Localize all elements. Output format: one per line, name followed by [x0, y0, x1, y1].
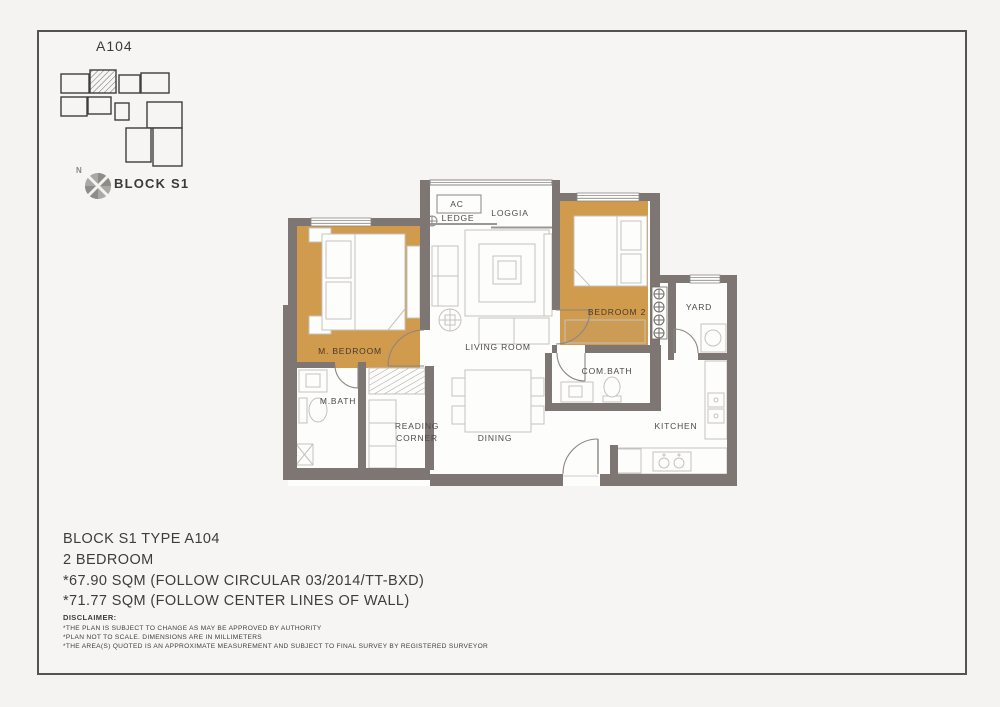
disclaimer-line-3: *THE AREA(S) QUOTED IS AN APPROXIMATE MEASUREMENT AND SUBJECT TO FINAL SURVEY BY REGISTERED SURVEYOR: [63, 642, 489, 650]
label-yard: YARD: [685, 302, 713, 312]
label-reading-2: CORNER: [396, 433, 438, 443]
info-area-2: *71.77 SQM (FOLLOW CENTER LINES OF WALL): [63, 593, 410, 610]
disclaimer-line-2: *PLAN NOT TO SCALE. DIMENSIONS ARE IN MILLIMETERS: [63, 633, 263, 641]
highlighted-unit-a104: [90, 70, 116, 93]
reading-bench: [369, 400, 396, 468]
label-bedroom2: BEDROOM 2: [587, 307, 647, 317]
label-loggia: LOGGIA: [491, 208, 529, 218]
label-kitchen: KITCHEN: [654, 421, 698, 431]
label-living-room: LIVING ROOM: [465, 342, 531, 352]
label-ledge: LEDGE: [441, 213, 475, 223]
label-com-bath: COM.BATH: [581, 366, 633, 376]
compass-icon: [82, 170, 114, 202]
floor-plan: [265, 168, 745, 498]
block-outline: [61, 70, 182, 166]
label-dining: DINING: [477, 433, 513, 443]
disclaimer-title: DISCLAIMER:: [63, 613, 117, 622]
bedroom2-wardrobe: [565, 320, 645, 343]
info-subtitle: 2 BEDROOM: [63, 551, 154, 568]
pipe-shaft: [652, 287, 667, 339]
m-bedroom-wardrobe: [369, 368, 425, 394]
label-ac: AC: [450, 199, 464, 209]
info-area-1: *67.90 SQM (FOLLOW CIRCULAR 03/2014/TT-BXD): [63, 572, 425, 589]
unit-info: [63, 529, 424, 612]
keyplan-unit-label: A104: [96, 38, 133, 54]
info-title: BLOCK S1 TYPE A104: [63, 531, 220, 547]
dining-set: [452, 370, 544, 432]
label-reading-1: READING: [394, 421, 440, 431]
yard-washer: [701, 324, 726, 352]
block-name: BLOCK S1: [114, 176, 190, 191]
label-m-bedroom: M. BEDROOM: [318, 346, 382, 356]
bedroom2-bed-icon: [574, 216, 647, 286]
label-m-bath: M.BATH: [319, 396, 357, 406]
north-label: N: [76, 166, 82, 175]
m-bedroom-bed-icon: [309, 228, 420, 334]
disclaimer: [63, 613, 488, 651]
key-plan: [58, 48, 188, 168]
disclaimer-line-1: *THE PLAN IS SUBJECT TO CHANGE AS MAY BE APPROVED BY AUTHORITY: [63, 625, 322, 632]
